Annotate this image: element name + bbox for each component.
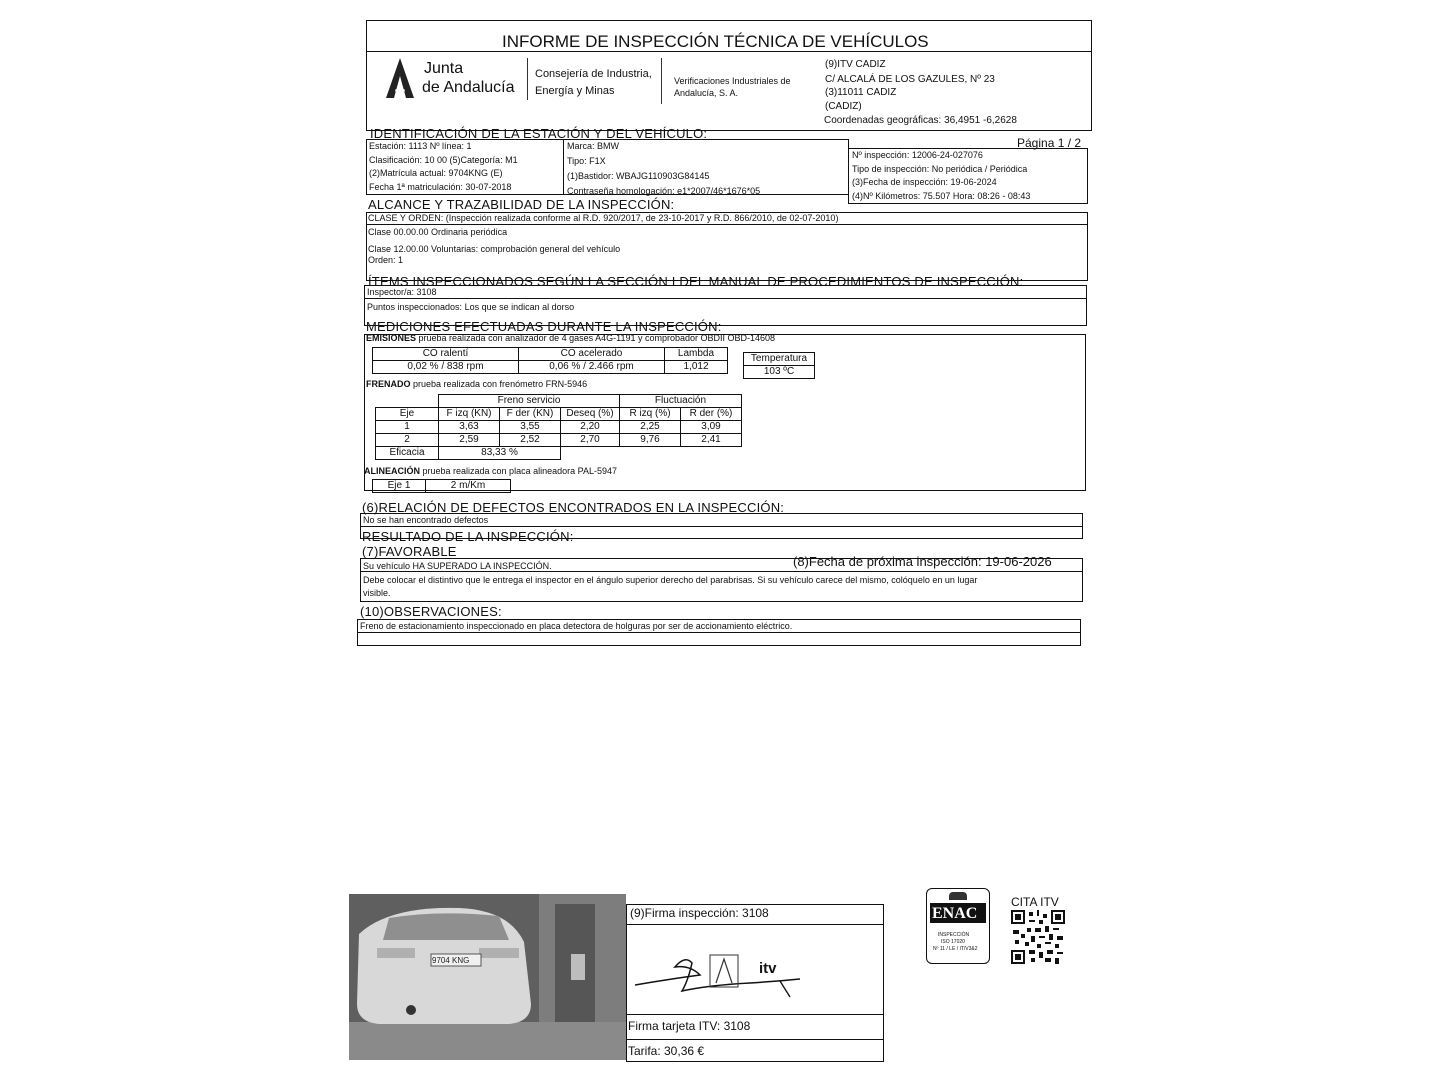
co-acel-value: 0,06 % / 2.466 rpm (519, 361, 665, 374)
section-defectos: (6)RELACIÓN DE DEFECTOS ENCONTRADOS EN LA INSPECCIÓN: (362, 500, 785, 515)
col-deseq: Deseq (%) (561, 408, 620, 421)
signature-divider2 (626, 1014, 884, 1015)
estacion-text: Estación: 1113 Nº línea: 1 (369, 141, 472, 151)
clase1-text: Clase 00.00.00 Ordinaria periódica (368, 227, 508, 237)
consejeria-line1: Consejería de Industria, (535, 68, 652, 80)
co-acel-header: CO acelerado (519, 348, 665, 361)
items-divider (364, 298, 1087, 299)
proxima-inspeccion: (8)Fecha de próxima inspección: 19-06-2026 (793, 554, 1052, 569)
section-observaciones: (10)OBSERVACIONES: (360, 604, 502, 619)
section-identificacion: IDENTIFICACIÓN DE LA ESTACIÓN Y DEL VEHÍCULO: (370, 126, 708, 141)
tarifa: Tarifa: 30,36 € (628, 1044, 705, 1058)
frenado-empty-cell (376, 395, 439, 408)
row1-f-der: 3,55 (500, 421, 561, 434)
cita-itv-label[interactable]: CITA ITV (1011, 895, 1059, 909)
temperatura-header: Temperatura (744, 353, 815, 366)
km-text: (4)Nº Kilómetros: 75.507 Hora: 08:26 - 08:43 (852, 191, 1031, 201)
frenado-line (366, 380, 587, 389)
vehicle-plate-text: 9704 KNG (432, 956, 470, 965)
frenado-table (375, 394, 742, 460)
row1-eje: 1 (376, 421, 439, 434)
row1-deseq: 2,20 (561, 421, 620, 434)
enac-sub1: INSPECCIÓN (938, 932, 970, 938)
title-divider (366, 51, 1092, 52)
row2-deseq: 2,70 (561, 434, 620, 447)
eficacia-label: Eficacia (376, 447, 439, 460)
alineacion-label: ALINEACIÓN (364, 466, 420, 476)
row2-eje: 2 (376, 434, 439, 447)
eje1-label: Eje 1 (373, 480, 426, 493)
col-r-izq: R izq (%) (620, 408, 681, 421)
consejeria-line2: Energía y Minas (535, 85, 615, 97)
frenado-text: prueba realizada con frenómetro FRN-5946 (410, 379, 588, 389)
itv-stamp: itv (759, 960, 777, 977)
matricula-text: (2)Matrícula actual: 9704KNG (E) (369, 168, 503, 178)
enac-seal (926, 888, 990, 964)
superado-text: Su vehículo HA SUPERADO LA INSPECCIÓN. (363, 561, 552, 571)
verif-line2: Andalucía, S. A. (674, 88, 739, 98)
emisiones-table (372, 347, 728, 374)
firma-inspeccion: (9)Firma inspección: 3108 (630, 906, 769, 920)
col-eje: Eje (376, 408, 439, 421)
logo-line2: de Andalucía (422, 79, 515, 96)
resultado-divider (360, 571, 1083, 572)
inspector-text: Inspector/a: 3108 (367, 287, 437, 297)
lambda-header: Lambda (665, 348, 728, 361)
fecha-inspeccion-text: (3)Fecha de inspección: 19-06-2024 (852, 177, 997, 187)
row2-r-izq: 9,76 (620, 434, 681, 447)
row1-r-izq: 2,25 (620, 421, 681, 434)
logo-divider (527, 58, 528, 100)
eficacia-empty-cell (561, 447, 742, 460)
observaciones-divider (357, 632, 1081, 633)
logo-line1: Junta (424, 60, 464, 77)
table-row (376, 421, 742, 434)
row2-f-der: 2,52 (500, 434, 561, 447)
vehicle-photo-drawing (349, 894, 626, 1060)
orden-text: Orden: 1 (368, 255, 404, 265)
page-number: Página 1 / 2 (1017, 136, 1082, 150)
co-ralenti-value: 0,02 % / 838 rpm (373, 361, 519, 374)
consejeria-divider (661, 58, 662, 104)
eje1-value: 2 m/Km (426, 480, 511, 493)
emisiones-line (366, 334, 775, 343)
verif-line1: Verificaciones Industriales de (674, 76, 791, 86)
emisiones-label: EMISIONES (366, 333, 417, 343)
section-mediciones: MEDICIONES EFECTUADAS DURANTE LA INSPECCIÓN: (366, 319, 722, 334)
col-f-izq: F izq (KN) (439, 408, 500, 421)
eficacia-value: 83,33 % (439, 447, 561, 460)
favorable-text: (7)FAVORABLE (362, 544, 457, 559)
emisiones-text: prueba realizada con analizador de 4 gases A4G-1191 y comprobador OBDII OBD-14608 (416, 333, 776, 343)
signature-divider3 (626, 1039, 884, 1040)
defectos-divider (360, 526, 1083, 527)
marca-text: Marca: BMW (567, 141, 620, 151)
signature-divider1 (626, 924, 884, 925)
distintivo-text1: Debe colocar el distintivo que le entrega el inspector en el ángulo superior derecho del parabrisas. Si su vehículo carece del mismo, colóquelo en un lugar (363, 575, 978, 585)
signature-scribble-icon (630, 945, 810, 1005)
num-inspeccion-text: Nº inspección: 12006-24-027076 (852, 150, 983, 160)
tipo-text: Tipo: F1X (567, 156, 606, 166)
col-f-der: F der (KN) (500, 408, 561, 421)
table-row (376, 434, 742, 447)
station-coords: Coordenadas geográficas: 36,4951 -6,2628 (824, 115, 1017, 126)
row2-r-der: 2,41 (681, 434, 742, 447)
station-province: (CADIZ) (825, 101, 862, 112)
freno-servicio-header: Freno servicio (439, 395, 620, 408)
co-ralenti-header: CO ralentí (373, 348, 519, 361)
station-city: (3)11011 CADIZ (825, 87, 897, 98)
junta-andalucia-logo-icon (382, 56, 418, 100)
clasificacion-text: Clasificación: 10 00 (5)Categoría: M1 (369, 155, 518, 165)
station-address: C/ ALCALÁ DE LOS GAZULES, Nº 23 (825, 74, 995, 85)
fluctuacion-header: Fluctuación (620, 395, 742, 408)
alineacion-line (364, 467, 617, 476)
clase2-text: Clase 12.00.00 Voluntarias: comprobación general del vehículo (368, 244, 621, 254)
row1-r-der: 3,09 (681, 421, 742, 434)
firma-tarjeta: Firma tarjeta ITV: 3108 (628, 1019, 751, 1033)
alcance-divider (366, 224, 1088, 225)
clase-orden-text: CLASE Y ORDEN: (Inspección realizada conforme al R.D. 920/2017, de 23-10-2017 y R.D. 866/2010, de 02-07-2010) (368, 213, 839, 223)
temperatura-value: 103 ºC (744, 366, 815, 379)
station-name: (9)ITV CADIZ (825, 59, 886, 70)
temperatura-table (743, 352, 815, 379)
bastidor-text: (1)Bastidor: WBAJG110903G84145 (567, 171, 710, 181)
enac-sub2: ISO 17020 (941, 939, 965, 945)
section-resultado: RESULTADO DE LA INSPECCIÓN: (362, 529, 574, 544)
col-r-der: R der (%) (681, 408, 742, 421)
puntos-text: Puntos inspeccionados: Los que se indican al dorso (367, 302, 575, 312)
alineacion-text: prueba realizada con placa alineadora PAL-5947 (420, 466, 617, 476)
enac-sub3: Nº 11 / LE / IT/V3&2 (933, 946, 978, 952)
qr-code-icon[interactable] (1011, 910, 1065, 964)
fecha-matric-text: Fecha 1ª matriculación: 30-07-2018 (369, 182, 512, 192)
row2-f-izq: 2,59 (439, 434, 500, 447)
vehicle-photo (349, 894, 626, 1060)
enac-text: ENAC (932, 905, 978, 922)
observaciones-text: Freno de estacionamiento inspeccionado en placa detectora de holguras por ser de accionamiento eléctrico. (360, 621, 793, 631)
enac-crown-icon (949, 892, 967, 900)
report-title: INFORME DE INSPECCIÓN TÉCNICA DE VEHÍCULOS (502, 32, 929, 51)
row1-f-izq: 3,63 (439, 421, 500, 434)
defectos-text: No se han encontrado defectos (363, 515, 489, 525)
distintivo-text2: visible. (363, 588, 391, 598)
tipo-inspeccion-text: Tipo de inspección: No periódica / Periódica (852, 164, 1028, 174)
frenado-label: FRENADO (366, 379, 411, 389)
alineacion-table (372, 479, 511, 493)
lambda-value: 1,012 (665, 361, 728, 374)
contrasena-text: Contraseña homologación: e1*2007/46*1676*05 (567, 186, 761, 196)
section-alcance: ALCANCE Y TRAZABILIDAD DE LA INSPECCIÓN: (368, 197, 675, 212)
section-items: ÍTEMS INSPECCIONADOS SEGÚN LA SECCIÓN I DEL MANUAL DE PROCEDIMIENTOS DE INSPECCIÓN: (368, 274, 1024, 289)
